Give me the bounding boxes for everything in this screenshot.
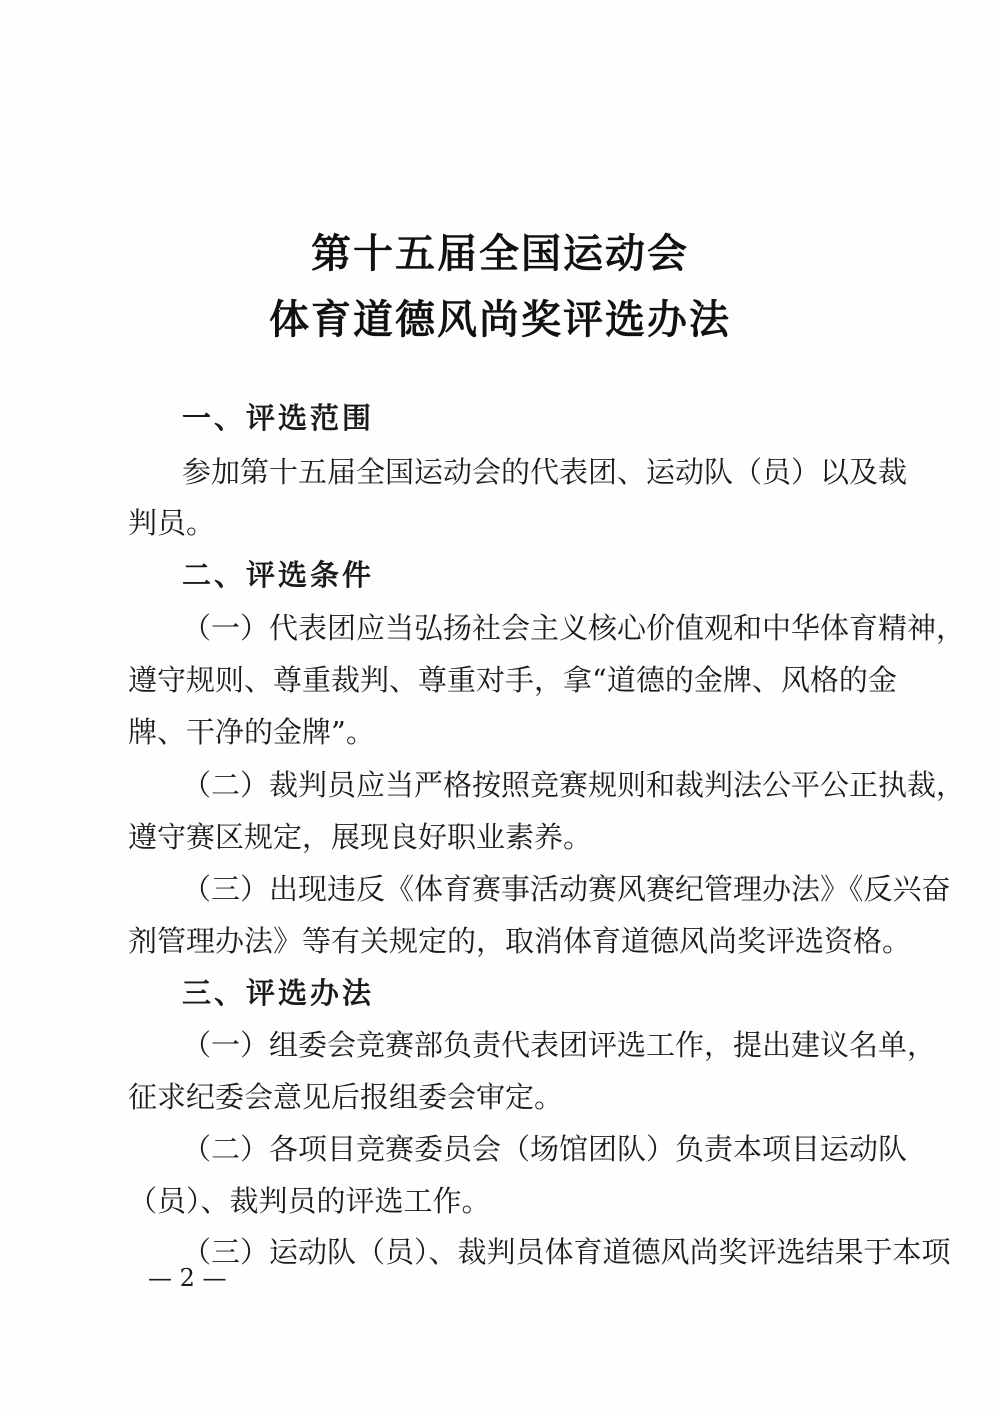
section-heading-scope: 一、评选范围 [182,401,375,435]
paragraph-line: （二）裁判员应当严格按照竞赛规则和裁判法公平公正执裁， [182,768,966,802]
paragraph-line: 牌、干净的金牌”。 [128,715,375,749]
paragraph-line: （一）代表团应当弘扬社会主义核心价值观和中华体育精神， [182,611,966,645]
paragraph-line: （三）运动队（员）、裁判员体育道德风尚奖评选结果于本项 [182,1235,951,1269]
document-title-line-1: 第十五届全国运动会 [311,230,689,277]
document-title-line-2: 体育道德风尚奖评选办法 [269,296,731,343]
section-heading-methods: 三、评选办法 [182,976,375,1010]
paragraph-line: （员）、裁判员的评选工作。 [128,1184,491,1218]
paragraph-line: 参加第十五届全国运动会的代表团、运动队（员）以及裁 [182,455,908,489]
paragraph-line: 判员。 [128,506,216,540]
paragraph-line: 遵守赛区规定，展现良好职业素养。 [128,820,593,854]
paragraph-line: （三）出现违反《体育赛事活动赛风赛纪管理办法》《反兴奋 [182,872,951,906]
page-number: — 2 — [148,1264,227,1292]
paragraph-line: 遵守规则、尊重裁判、尊重对手，拿“道德的金牌、风格的金 [128,663,897,697]
paragraph-line: （二）各项目竞赛委员会（场馆团队）负责本项目运动队 [182,1132,908,1166]
paragraph-line: 征求纪委会意见后报组委会审定。 [128,1080,564,1114]
paragraph-line: （一）组委会竞赛部负责代表团评选工作，提出建议名单， [182,1028,937,1062]
section-heading-conditions: 二、评选条件 [182,558,375,592]
paragraph-line: 剂管理办法》等有关规定的，取消体育道德风尚奖评选资格。 [128,924,912,958]
